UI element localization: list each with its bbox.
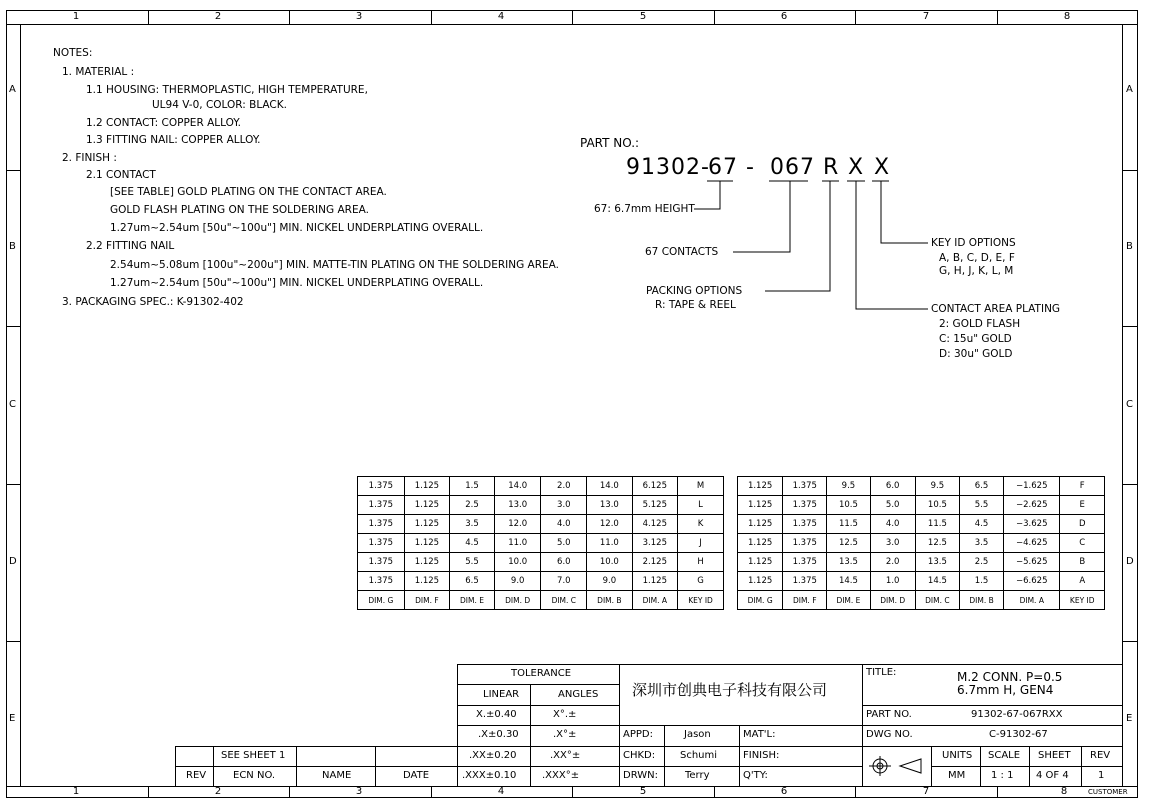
table-cell: M [678, 477, 724, 496]
table-header-cell: DIM. F [783, 591, 827, 610]
table-cell: 1.375 [358, 496, 405, 515]
zone-col-3: 3 [355, 11, 363, 22]
table-header-cell: DIM. A [632, 591, 677, 610]
zone-col-8-bottom: 8 [1060, 786, 1068, 797]
table-cell: 13.0 [494, 496, 541, 515]
tolerance-angle-2: .X°± [553, 729, 577, 740]
tolerance-angle-4: .XXX°± [542, 770, 580, 781]
dwg-no-label: DWG NO. [866, 729, 913, 740]
table-header-row [738, 591, 1105, 610]
zone-row-d: D [9, 556, 17, 567]
customer-label: CUSTOMER [1088, 788, 1128, 796]
table-cell: 1.125 [404, 572, 449, 591]
chkd-name: Schumi [680, 750, 718, 761]
table-cell: 1.125 [404, 515, 449, 534]
table-cell: 2.5 [450, 496, 495, 515]
zone-col-5-bottom: 5 [639, 786, 647, 797]
table-cell: 11.5 [827, 515, 870, 534]
zone-col-1-bottom: 1 [72, 786, 80, 797]
zone-col-2-bottom: 2 [214, 786, 222, 797]
table-row [738, 553, 1105, 572]
table-cell: 2.125 [632, 553, 677, 572]
tolerance-linear-4: .XXX±0.10 [462, 770, 517, 781]
table-cell: 14.0 [494, 477, 541, 496]
projection-symbol-icon [863, 748, 929, 784]
table-cell: 3.5 [960, 534, 1004, 553]
table-cell: 1.125 [738, 572, 783, 591]
table-cell: 13.0 [587, 496, 632, 515]
key-id-title: KEY ID OPTIONS [931, 237, 1016, 249]
table-cell: 14.0 [587, 477, 632, 496]
table-cell: −1.625 [1004, 477, 1060, 496]
table-cell: K [678, 515, 724, 534]
tolerance-linear-1: X.±0.40 [476, 709, 517, 720]
table-header-cell: DIM. E [827, 591, 870, 610]
part-no-contacts-code: 067 [770, 155, 815, 180]
qty-label: Q'TY: [743, 770, 768, 781]
table-cell: 5.125 [632, 496, 677, 515]
part-no-label: PART NO.: [580, 136, 640, 150]
table-cell: 3.125 [632, 534, 677, 553]
zone-row-c-right: C [1126, 399, 1133, 410]
table-cell: 10.5 [915, 496, 959, 515]
tolerance-linear-2: .X±0.30 [478, 729, 519, 740]
note-line: 1.2 CONTACT: COPPER ALLOY. [86, 117, 241, 129]
drwn-label: DRWN: [623, 770, 658, 781]
zone-row-a: A [9, 84, 16, 95]
packing-option: R: TAPE & REEL [655, 299, 736, 311]
table-cell: 1.0 [870, 572, 915, 591]
rev-value: 1 [1098, 770, 1105, 781]
table-header-row [358, 591, 724, 610]
zone-col-6: 6 [780, 11, 788, 22]
table-header-cell: DIM. D [870, 591, 915, 610]
table-cell: 12.0 [494, 515, 541, 534]
part-no-value: 91302-67-067RXX [971, 709, 1063, 720]
zone-row-e: E [9, 713, 16, 724]
table-cell: 9.0 [494, 572, 541, 591]
table-cell: D [1060, 515, 1105, 534]
table-header-cell: DIM. D [494, 591, 541, 610]
table-cell: 1.5 [450, 477, 495, 496]
table-cell: 3.0 [870, 534, 915, 553]
zone-row-e-right: E [1126, 713, 1133, 724]
table-cell: 1.125 [404, 496, 449, 515]
table-cell: B [1060, 553, 1105, 572]
tolerance-angles: ANGLES [558, 689, 599, 700]
table-header-cell: DIM. B [960, 591, 1004, 610]
table-header-cell: DIM. G [358, 591, 405, 610]
rev-label: REV [1090, 750, 1111, 761]
table-header-cell: KEY ID [678, 591, 724, 610]
zone-row-d-right: D [1126, 556, 1134, 567]
part-no-plating-code: X [848, 155, 865, 180]
note-line: 2.2 FITTING NAIL [86, 240, 175, 252]
table-cell: 1.375 [783, 515, 827, 534]
table-row [738, 534, 1105, 553]
table-cell: −2.625 [1004, 496, 1060, 515]
packing-title: PACKING OPTIONS [646, 285, 743, 297]
table-cell: 2.0 [541, 477, 587, 496]
zone-col-1: 1 [72, 11, 80, 22]
note-line: 3. PACKAGING SPEC.: K-91302-402 [62, 296, 244, 308]
key-id-options-1: A, B, C, D, E, F [939, 252, 1015, 264]
table-cell: 4.125 [632, 515, 677, 534]
appd-name: Jason [684, 729, 711, 740]
table-cell: 3.0 [541, 496, 587, 515]
table-cell: G [678, 572, 724, 591]
note-line: 2.1 CONTACT [86, 169, 156, 181]
table-row [358, 515, 724, 534]
table-cell: 1.375 [783, 477, 827, 496]
table-cell: −4.625 [1004, 534, 1060, 553]
note-line: 1.1 HOUSING: THERMOPLASTIC, HIGH TEMPERATURE, [86, 84, 368, 96]
table-row [738, 572, 1105, 591]
note-line: [SEE TABLE] GOLD PLATING ON THE CONTACT AREA. [110, 186, 387, 198]
zone-col-3-bottom: 3 [355, 786, 363, 797]
appd-label: APPD: [623, 729, 653, 740]
note-line: 1.27um~2.54um [50u"~100u"] MIN. NICKEL UNDERPLATING OVERALL. [110, 222, 484, 234]
table-row [738, 496, 1105, 515]
table-row [358, 496, 724, 515]
table-cell: 5.0 [541, 534, 587, 553]
part-no-field-label: PART NO. [866, 709, 912, 720]
tolerance-linear-3: .XX±0.20 [469, 750, 517, 761]
matl-label: MAT'L: [743, 729, 776, 740]
table-cell: 1.125 [738, 496, 783, 515]
drwn-name: Terry [685, 770, 710, 781]
zone-col-6-bottom: 6 [780, 786, 788, 797]
table-header-cell: DIM. C [915, 591, 959, 610]
dimension-table-right [737, 476, 1105, 610]
ecn-header: ECN NO. [233, 770, 276, 781]
note-line: 1. MATERIAL : [62, 66, 135, 78]
sheet-label: SHEET [1038, 750, 1071, 761]
table-cell: 6.125 [632, 477, 677, 496]
table-cell: 1.375 [358, 477, 405, 496]
table-cell: 4.0 [541, 515, 587, 534]
table-cell: 1.125 [404, 534, 449, 553]
table-cell: −5.625 [1004, 553, 1060, 572]
table-cell: 2.0 [870, 553, 915, 572]
table-cell: J [678, 534, 724, 553]
table-row [358, 477, 724, 496]
table-cell: 6.0 [870, 477, 915, 496]
table-cell: 6.5 [960, 477, 1004, 496]
note-line: 2. FINISH : [62, 152, 117, 164]
dwg-no-value: C-91302-67 [989, 729, 1048, 740]
table-cell: 12.5 [915, 534, 959, 553]
note-line: 2.54um~5.08um [100u"~200u"] MIN. MATTE-TIN PLATING ON THE SOLDERING AREA. [110, 259, 559, 271]
table-header-cell: DIM. E [450, 591, 495, 610]
table-cell: 1.125 [738, 534, 783, 553]
table-header-cell: DIM. G [738, 591, 783, 610]
table-cell: 11.5 [915, 515, 959, 534]
table-cell: 1.375 [358, 553, 405, 572]
date-header: DATE [403, 770, 430, 781]
table-cell: L [678, 496, 724, 515]
units-label: UNITS [942, 750, 973, 761]
part-no-dash: - [746, 155, 755, 180]
scale-label: SCALE [988, 750, 1021, 761]
table-cell: 1.375 [783, 496, 827, 515]
rev-header: REV [186, 770, 207, 781]
table-cell: 3.5 [450, 515, 495, 534]
table-row [738, 515, 1105, 534]
key-id-options-2: G, H, J, K, L, M [939, 265, 1014, 277]
part-no-key-code: X [874, 155, 891, 180]
part-no-prefix: 91302- [626, 155, 710, 180]
table-cell: 14.5 [915, 572, 959, 591]
table-cell: 11.0 [494, 534, 541, 553]
zone-col-4-bottom: 4 [497, 786, 505, 797]
table-cell: 12.5 [827, 534, 870, 553]
table-cell: F [1060, 477, 1105, 496]
table-cell: 4.5 [960, 515, 1004, 534]
tolerance-angle-3: .XX°± [550, 750, 581, 761]
table-cell: 13.5 [915, 553, 959, 572]
note-line: 1.27um~2.54um [50u"~100u"] MIN. NICKEL UNDERPLATING OVERALL. [110, 277, 484, 289]
table-cell: 10.0 [587, 553, 632, 572]
table-cell: 9.5 [827, 477, 870, 496]
table-cell: 13.5 [827, 553, 870, 572]
table-cell: 4.5 [450, 534, 495, 553]
table-cell: 1.375 [783, 572, 827, 591]
chkd-label: CHKD: [623, 750, 656, 761]
units-value: MM [948, 770, 966, 781]
table-cell: 12.0 [587, 515, 632, 534]
finish-label: FINISH: [743, 750, 780, 761]
table-cell: A [1060, 572, 1105, 591]
table-cell: C [1060, 534, 1105, 553]
table-row [358, 553, 724, 572]
zone-col-2: 2 [214, 11, 222, 22]
plating-option-3: D: 30u" GOLD [939, 348, 1013, 360]
zone-col-5: 5 [639, 11, 647, 22]
title-label: TITLE: [866, 667, 897, 678]
table-row [358, 534, 724, 553]
table-header-cell: DIM. A [1004, 591, 1060, 610]
table-cell: 1.375 [358, 534, 405, 553]
sheet-value: 4 OF 4 [1036, 770, 1069, 781]
tolerance-angle-1: X°.± [553, 709, 577, 720]
table-header-cell: DIM. B [587, 591, 632, 610]
plating-title: CONTACT AREA PLATING [931, 303, 1061, 315]
table-cell: 1.125 [738, 515, 783, 534]
table-cell: 5.0 [870, 496, 915, 515]
note-line: GOLD FLASH PLATING ON THE SOLDERING AREA. [110, 204, 369, 216]
table-cell: 1.5 [960, 572, 1004, 591]
zone-col-4: 4 [497, 11, 505, 22]
table-cell: 9.0 [587, 572, 632, 591]
part-no-packing-code: R [823, 155, 840, 180]
zone-row-b: B [9, 241, 16, 252]
table-cell: 10.0 [494, 553, 541, 572]
table-cell: 6.0 [541, 553, 587, 572]
dimension-table-left [357, 476, 724, 610]
contacts-label: 67 CONTACTS [645, 246, 719, 258]
tolerance-linear: LINEAR [483, 689, 520, 700]
table-row [738, 477, 1105, 496]
tolerance-title: TOLERANCE [511, 668, 572, 679]
table-cell: 4.0 [870, 515, 915, 534]
part-no-height-code: 67 [708, 155, 738, 180]
table-cell: 1.125 [738, 553, 783, 572]
zone-row-c: C [9, 399, 16, 410]
table-header-cell: DIM. C [541, 591, 587, 610]
table-cell: 5.5 [960, 496, 1004, 515]
table-header-cell: DIM. F [404, 591, 449, 610]
table-cell: H [678, 553, 724, 572]
table-header-cell: KEY ID [1060, 591, 1105, 610]
zone-col-8: 8 [1063, 11, 1071, 22]
table-cell: −3.625 [1004, 515, 1060, 534]
table-row [358, 572, 724, 591]
zone-row-a-right: A [1126, 84, 1133, 95]
table-cell: −6.625 [1004, 572, 1060, 591]
table-cell: 5.5 [450, 553, 495, 572]
table-cell: 1.125 [404, 477, 449, 496]
table-cell: 6.5 [450, 572, 495, 591]
plating-option-2: C: 15u" GOLD [939, 333, 1012, 345]
title-line-2: 6.7mm H, GEN4 [957, 683, 1054, 697]
note-line: UL94 V-0, COLOR: BLACK. [152, 99, 287, 111]
zone-row-b-right: B [1126, 241, 1133, 252]
notes-heading: NOTES: [53, 47, 93, 59]
table-cell: 1.125 [404, 553, 449, 572]
table-cell: 9.5 [915, 477, 959, 496]
table-cell: 1.125 [632, 572, 677, 591]
name-header: NAME [322, 770, 352, 781]
table-cell: 1.375 [358, 515, 405, 534]
table-cell: 1.375 [358, 572, 405, 591]
zone-col-7: 7 [922, 11, 930, 22]
see-sheet-text: SEE SHEET 1 [221, 750, 286, 761]
zone-col-7-bottom: 7 [922, 786, 930, 797]
table-cell: 1.125 [738, 477, 783, 496]
company-name: 深圳市创典电子科技有限公司 [632, 681, 828, 699]
title-line-1: M.2 CONN. P=0.5 [957, 670, 1063, 684]
table-cell: 10.5 [827, 496, 870, 515]
plating-option-1: 2: GOLD FLASH [939, 318, 1021, 330]
table-cell: E [1060, 496, 1105, 515]
scale-value: 1 : 1 [991, 770, 1014, 781]
table-cell: 1.375 [783, 553, 827, 572]
table-cell: 7.0 [541, 572, 587, 591]
height-label: 67: 6.7mm HEIGHT [594, 203, 695, 215]
table-cell: 11.0 [587, 534, 632, 553]
table-cell: 14.5 [827, 572, 870, 591]
note-line: 1.3 FITTING NAIL: COPPER ALLOY. [86, 134, 261, 146]
table-cell: 1.375 [783, 534, 827, 553]
table-cell: 2.5 [960, 553, 1004, 572]
